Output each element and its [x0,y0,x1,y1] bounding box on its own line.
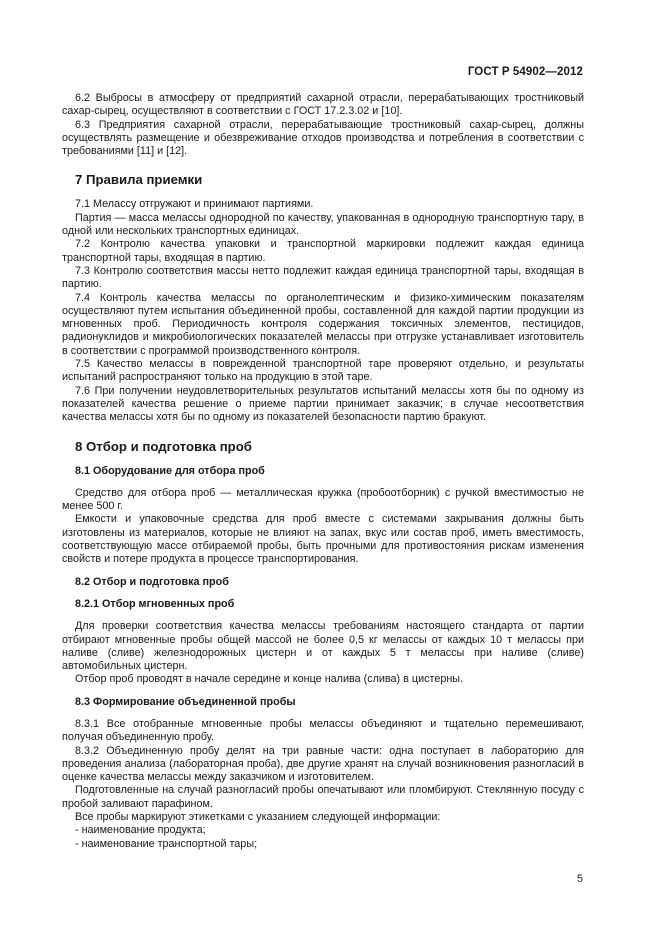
list-item: - наименование продукта; [75,824,206,837]
paragraph-6-3: 6.3 Предприятия сахарной отрасли, перерабатывающие тростниковый сахар-сырец, должны осуществлять размещение и обезвреживание отходов производства и потребления в соответствии с требованиями [11] и [12]. [62,118,584,158]
paragraph-7-5: 7.5 Качество мелассы в поврежденной транспортной таре проверяют отдельно, и результаты испытаний распространяют только на продукцию в этой таре. [62,358,584,384]
paragraph-8-3-3: Подготовленные на случай разногласий пробы опечатывают или пломбируют. Стеклянную посуду с пробой заливают парафином. [62,784,584,810]
paragraph-6-2: 6.2 Выбросы в атмосферу от предприятий сахарной отрасли, перерабатывающих тростниковый сахар-сырец, осуществляют в соответствии с ГОСТ 17.2.3.02 и [10]. [62,92,584,118]
subsection-8-1-title: 8.1 Оборудование для отбора проб [75,464,265,477]
paragraph-7-3: 7.3 Контролю соответствия массы нетто подлежит каждая единица транспортной тары, входящая в партию. [62,264,584,291]
paragraph-8-2-1-2: Отбор проб проводят в начале середине и конце налива (слива) в цистерны. [75,673,464,686]
paragraph-7-4: 7.4 Контроль качества мелассы по органолептическим и физико-химическим показателям осуществляют путем испытания объединенной пробы, составленной для каждой партии продукции из мгновенных проб. Периодичность контроля содержания токсичных элементов, пестицидов, радионуклидов и микробиологических показателей мелассы при отгрузке устанавливает изготовитель в соответствии с программой производственного контроля. [62,291,584,357]
paragraph-8-3-2: 8.3.2 Объединенную пробу делят на три равные части: одна поступает в лабораторию для проведения анализа (лабораторная проба), две другие хранят на случай возникновения разногласий в оценке качества мелассы между заказчиком и изготовителем. [62,744,584,784]
document-code: ГОСТ Р 54902—2012 [467,66,583,78]
page-number: 5 [576,873,583,885]
section-8-title: 8 Отбор и подготовка проб [75,438,252,454]
page-content [62,92,584,851]
paragraph-8-1-1: Средство для отбора проб — металлическая кружка (пробоотборник) с ручкой вместимостью не менее 500 г. [62,486,584,513]
paragraph-8-2-1-1: Для проверки соответствия качества мелассы требованиям настоящего стандарта от партии отбирают мгновенные пробы общей массой не более 0,5 кг мелассы от каждых 10 т мелассы при наливе (сливе) железнодорожных цистерн и от каждых 5 т мелассы при наливе (сливе) автомобильных цистерн. [62,620,584,673]
paragraph-7-1: 7.1 Мелассу отгружают и принимают партиями. [75,198,314,211]
paragraph-8-3-4: Все пробы маркируют этикетками с указанием следующей информации: [75,811,441,824]
paragraph-7-1-definition: Партия — масса мелассы однородной по качеству, упакованная в однородную транспортную тару, в одной или нескольких транспортных единицах. [62,211,584,238]
paragraph-7-2: 7.2 Контролю качества упаковки и транспортной маркировки подлежит каждая единица транспортной тары, входящая в партию. [62,238,584,264]
subsection-8-2-title: 8.2 Отбор и подготовка проб [75,575,229,588]
paragraph-8-1-2: Емкости и упаковочные средства для проб вместе с системами закрывания должны быть изготовлены из материалов, которые не влияют на запах, вкус или состав проб, иметь вместимость, соответствующую массе отбираемой пробы, быть прочными для противостояния рискам изменения свойств и потере продукта в процессе транспортирования. [62,513,584,566]
paragraph-8-3-1: 8.3.1 Все отобранные мгновенные пробы мелассы объединяют и тщательно перемешивают, получая объединенную пробу. [62,717,584,744]
subsection-8-2-1-title: 8.2.1 Отбор мгновенных проб [75,597,235,610]
subsection-8-3-title: 8.3 Формирование объединенной пробы [75,695,296,708]
paragraph-7-6: 7.6 При получении неудовлетворительных результатов испытаний мелассы хотя бы по одному из показателей качества решение о приеме партии принимает заказчик; в случае несоответствия качества мелассы хотя бы по одному из показателей безопасности партию бракуют. [62,384,584,424]
list-item: - наименование транспортной тары; [75,837,258,850]
section-7-title: 7 Правила приемки [75,172,203,188]
